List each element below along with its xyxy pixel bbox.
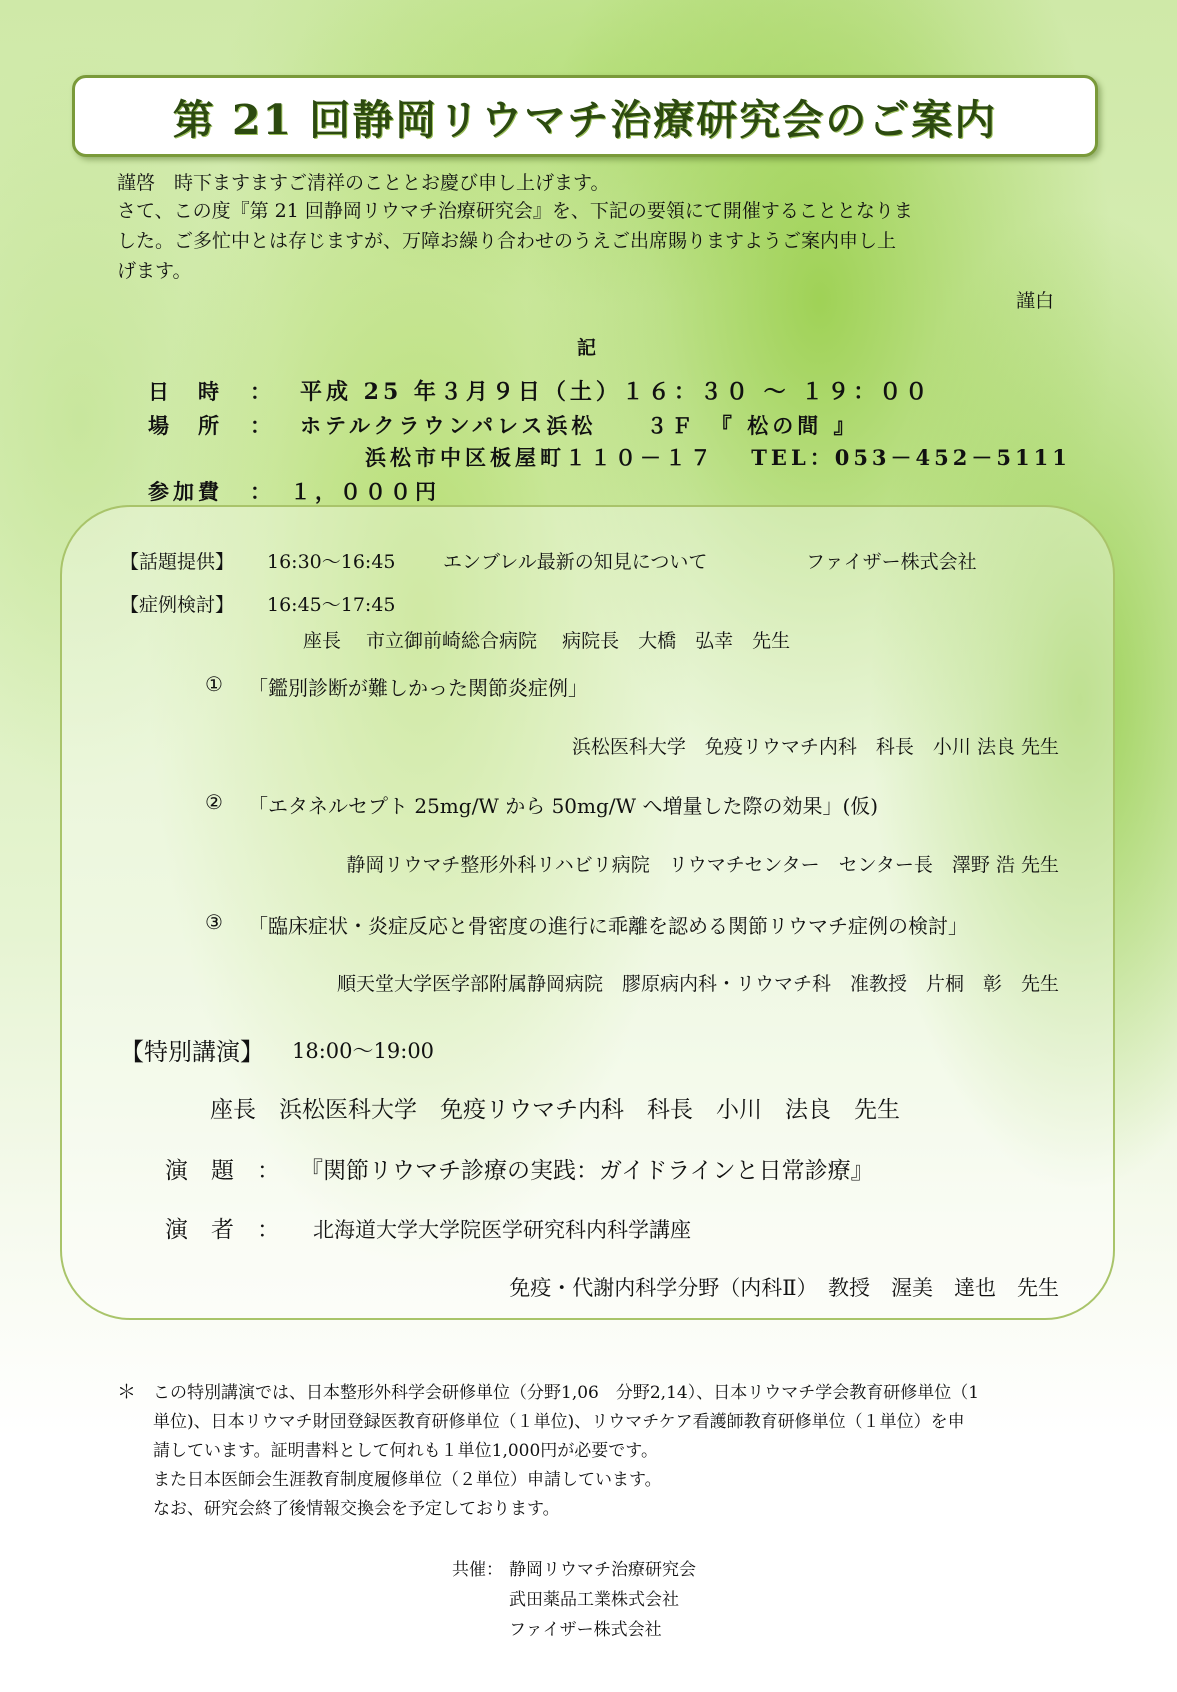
case-3-presenter: 順天堂大学医学部附属静岡病院 膠原病内科・リウマチ科 准教授 片桐 彰 先生 (336, 973, 1059, 995)
note-line-2: 単位)、日本リウマチ財団登録医教育研修単位（１単位)、リウマチケア看護師教育研修単位（１単位）を申 (153, 1412, 965, 1432)
case-1-presenter: 浜松医科大学 免疫リウマチ内科 科長 小川 法良 先生 (571, 736, 1059, 758)
speaker-label: 演 者 ： (165, 1217, 280, 1243)
ki-heading: 記 (577, 337, 597, 359)
intro-closing: 謹白 (1016, 290, 1055, 312)
case-1-title: 「鑑別診断が難しかった関節炎症例」 (248, 676, 588, 700)
note-mark: ＊ (117, 1381, 137, 1403)
case-2-presenter: 静岡リウマチ整形外科リハビリ病院 リウマチセンター センター長 澤野 浩 先生 (346, 854, 1059, 876)
place-address: 浜松市中区板屋町１１０－１７ TEL：053－452－5111 (365, 445, 1071, 470)
topic-title: エンブレル最新の知見について (443, 551, 708, 573)
case-3-title: 「臨床症状・炎症反応と骨密度の進行に乖離を認める関節リウマチ症例の検討」 (248, 914, 968, 938)
intro-line-3: した。ご多忙中とは存じますが、万障お繰り合わせのうえご出席賜りますようご案内申し上 (117, 230, 897, 252)
page-title: 第 21 回静岡リウマチ治療研究会のご案内 (172, 95, 998, 144)
subject-value: 『関節リウマチ診療の実践：ガイドラインと日常診療』 (300, 1158, 874, 1184)
cosponsor-1: 静岡リウマチ治療研究会 (509, 1560, 696, 1580)
cosponsor-2: 武田薬品工業株式会社 (509, 1590, 679, 1610)
case-3-number: ③ (205, 910, 223, 934)
note-line-5: なお、研究会終了後情報交換会を予定しております。 (153, 1499, 560, 1519)
case-tag: 【症例検討】 (120, 594, 235, 616)
intro-line-1: 謹啓 時下ますますご清祥のこととお慶び申し上げます。 (117, 172, 610, 194)
place-value: ホテルクラウンパレス浜松 ３Ｆ 『 松の間 』 (300, 413, 859, 438)
title-banner (72, 75, 1098, 157)
special-chair: 座長 浜松医科大学 免疫リウマチ内科 科長 小川 法良 先生 (210, 1097, 900, 1123)
note-line-3: 請しています。証明書料として何れも１単位1,000円が必要です。 (153, 1441, 658, 1461)
date-label: 日 時 (148, 379, 223, 404)
fee-value: １，０００円 (290, 479, 440, 504)
topic-sponsor: ファイザー株式会社 (806, 551, 977, 573)
cosponsor-3: ファイザー株式会社 (509, 1620, 662, 1640)
case-1-number: ① (205, 672, 223, 696)
special-time: 18:00～19:00 (292, 1039, 435, 1063)
intro-line-4: げます。 (117, 260, 192, 282)
date-value: 平成 25 年３月９日（土）１６：３０ ～ １９：００ (300, 379, 932, 405)
fee-colon: ： (250, 479, 271, 504)
case-2-number: ② (205, 790, 223, 814)
case-chair: 座長 市立御前崎総合病院 病院長 大橋 弘幸 先生 (303, 630, 791, 652)
speaker-affiliation: 北海道大学大学院医学研究科内科学講座 (313, 1218, 691, 1242)
date-colon: ： (250, 379, 271, 404)
place-colon: ： (250, 413, 271, 438)
fee-label: 参加費 (148, 479, 223, 504)
place-label: 場 所 (148, 413, 223, 438)
note-line-1: この特別講演では、日本整形外科学会研修単位（分野1,06 分野2,14）、日本リウマチ学会教育研修単位（1 (153, 1383, 980, 1403)
topic-time: 16:30～16:45 (267, 551, 396, 573)
speaker-name: 免疫・代謝内科学分野（内科Ⅱ） 教授 渥美 達也 先生 (509, 1276, 1059, 1300)
cosponsor-label: 共催： (452, 1560, 503, 1580)
case-time: 16:45～17:45 (267, 594, 396, 616)
case-2-title: 「エタネルセプト 25mg/W から 50mg/W へ増量した際の効果」(仮) (248, 794, 879, 818)
topic-tag: 【話題提供】 (120, 551, 235, 573)
note-line-4: また日本医師会生涯教育制度履修単位（２単位）申請しています。 (153, 1470, 662, 1490)
special-tag: 【特別講演】 (120, 1038, 264, 1066)
intro-line-2: さて、この度『第 21 回静岡リウマチ治療研究会』を、下記の要領にて開催することとなりま (117, 200, 913, 222)
subject-label: 演 題 ： (165, 1158, 280, 1184)
